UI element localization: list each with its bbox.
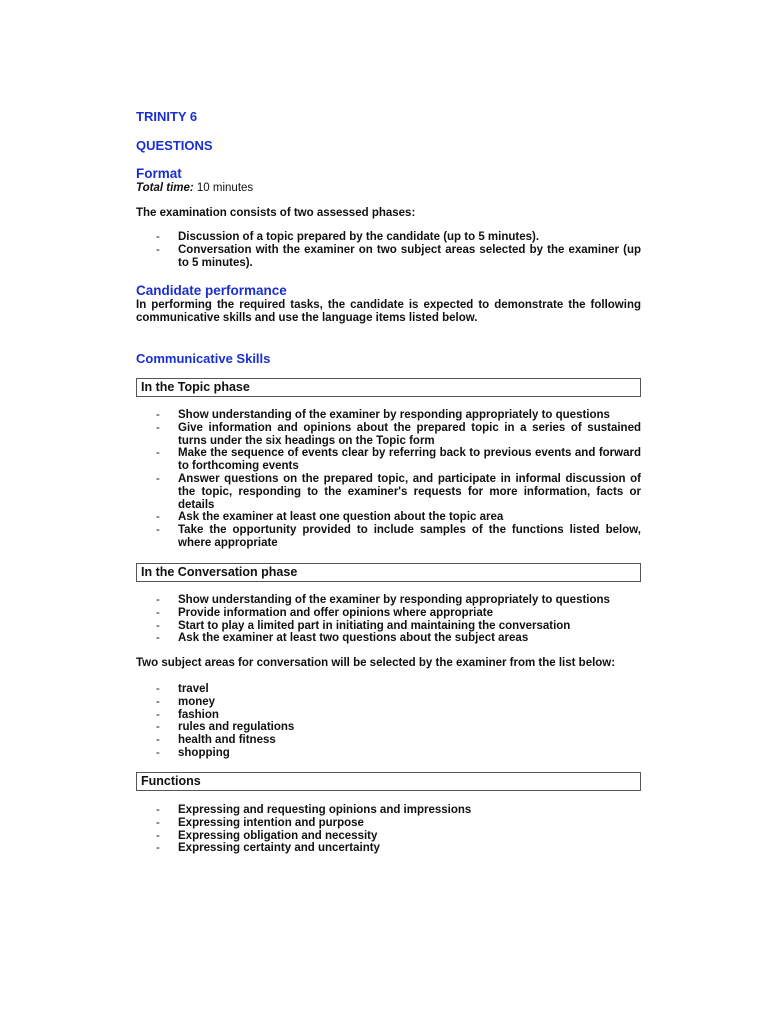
list-item: - health and fitness: [156, 734, 276, 747]
list-item: - Take the opportunity provided to include samples of the functions listed below, where appropriate: [156, 524, 641, 549]
bullet-dash: -: [156, 804, 160, 816]
bullet-dash: -: [156, 695, 160, 708]
total-time-label: Total time:: [136, 182, 194, 194]
list-item: - money: [156, 695, 216, 708]
doc-subtitle: QUESTIONS: [136, 138, 213, 153]
bullet-dash: -: [156, 243, 160, 256]
bullet-dash: -: [156, 632, 160, 645]
list-item: - rules and regulations: [156, 721, 295, 734]
list-item: - Make the sequence of events clear by referring back to previous events and forward to forthcoming events: [156, 447, 641, 473]
bullet-dash: -: [156, 734, 160, 747]
bullet-dash: -: [156, 721, 160, 734]
subject-items-list: [136, 683, 641, 760]
subject-intro: Two subject areas for conversation will be selected by the examiner from the list below:: [136, 657, 616, 669]
doc-title: TRINITY 6: [136, 109, 198, 124]
bullet-dash: -: [156, 619, 160, 632]
bullet-dash: -: [156, 606, 160, 619]
bullet-dash: -: [156, 472, 160, 485]
bullet-dash: -: [156, 524, 160, 537]
total-time-value: 10 minutes: [193, 182, 254, 194]
list-item: - Show understanding of the examiner by responding appropriately to questions: [156, 409, 610, 421]
bullet-dash: -: [156, 421, 160, 434]
list-item: - Ask the examiner at least two questions about the subject areas: [156, 632, 529, 645]
function-items-list: [136, 804, 641, 855]
bullet-dash: -: [156, 409, 160, 421]
list-item: - shopping: [156, 746, 230, 759]
list-item: - Expressing and requesting opinions and impressions: [156, 804, 472, 816]
bullet-dash: -: [156, 816, 160, 829]
list-item: - Answer questions on the prepared topic, and participate in informal discussion of the topic, responding to the examiner's requests for more information, facts or details: [156, 472, 641, 511]
topic-items-list: [136, 409, 641, 550]
bullet-dash: -: [156, 594, 160, 606]
list-item: - Expressing certainty and uncertainty: [156, 842, 380, 855]
list-item: - Expressing obligation and necessity: [156, 829, 378, 842]
functions-box: Functions: [136, 772, 641, 791]
bullet-dash: -: [156, 746, 160, 759]
candidate-text: In performing the required tasks, the candidate is expected to demonstrate the following communicative skills and use the language items listed below.: [136, 299, 641, 324]
format-heading: Format: [136, 166, 182, 181]
bullet-dash: -: [156, 842, 160, 855]
list-item: - Conversation with the examiner on two subject areas selected by the examiner (up to 5 minutes).: [156, 243, 641, 269]
skills-heading: Communicative Skills: [136, 351, 271, 366]
bullet-dash: -: [156, 447, 160, 460]
bullet-dash: -: [156, 683, 160, 695]
candidate-heading: Candidate performance: [136, 283, 287, 298]
bullet-dash: -: [156, 829, 160, 842]
conversation-phase-box: In the Conversation phase: [136, 563, 641, 582]
bullet-dash: -: [156, 511, 160, 524]
conversation-items-list: [136, 594, 641, 645]
list-item: - Expressing intention and purpose: [156, 816, 364, 829]
list-item: - travel: [156, 683, 209, 695]
list-item: - fashion: [156, 708, 219, 721]
bullet-dash: -: [156, 708, 160, 721]
list-item: - Start to play a limited part in initiating and maintaining the conversation: [156, 619, 571, 632]
list-item: - Give information and opinions about the prepared topic in a series of sustained turns under the six headings on the Topic form: [156, 421, 641, 447]
total-time-line: [136, 182, 641, 195]
list-item: - Show understanding of the examiner by responding appropriately to questions: [156, 594, 610, 606]
list-item: - Ask the examiner at least one question about the topic area: [156, 511, 504, 524]
list-item: - Provide information and offer opinions where appropriate: [156, 606, 494, 619]
phases-list: [136, 231, 641, 269]
topic-phase-box: In the Topic phase: [136, 378, 641, 397]
list-item: - Discussion of a topic prepared by the candidate (up to 5 minutes).: [156, 231, 540, 243]
intro-text: The examination consists of two assessed phases:: [136, 207, 416, 219]
bullet-dash: -: [156, 231, 160, 243]
